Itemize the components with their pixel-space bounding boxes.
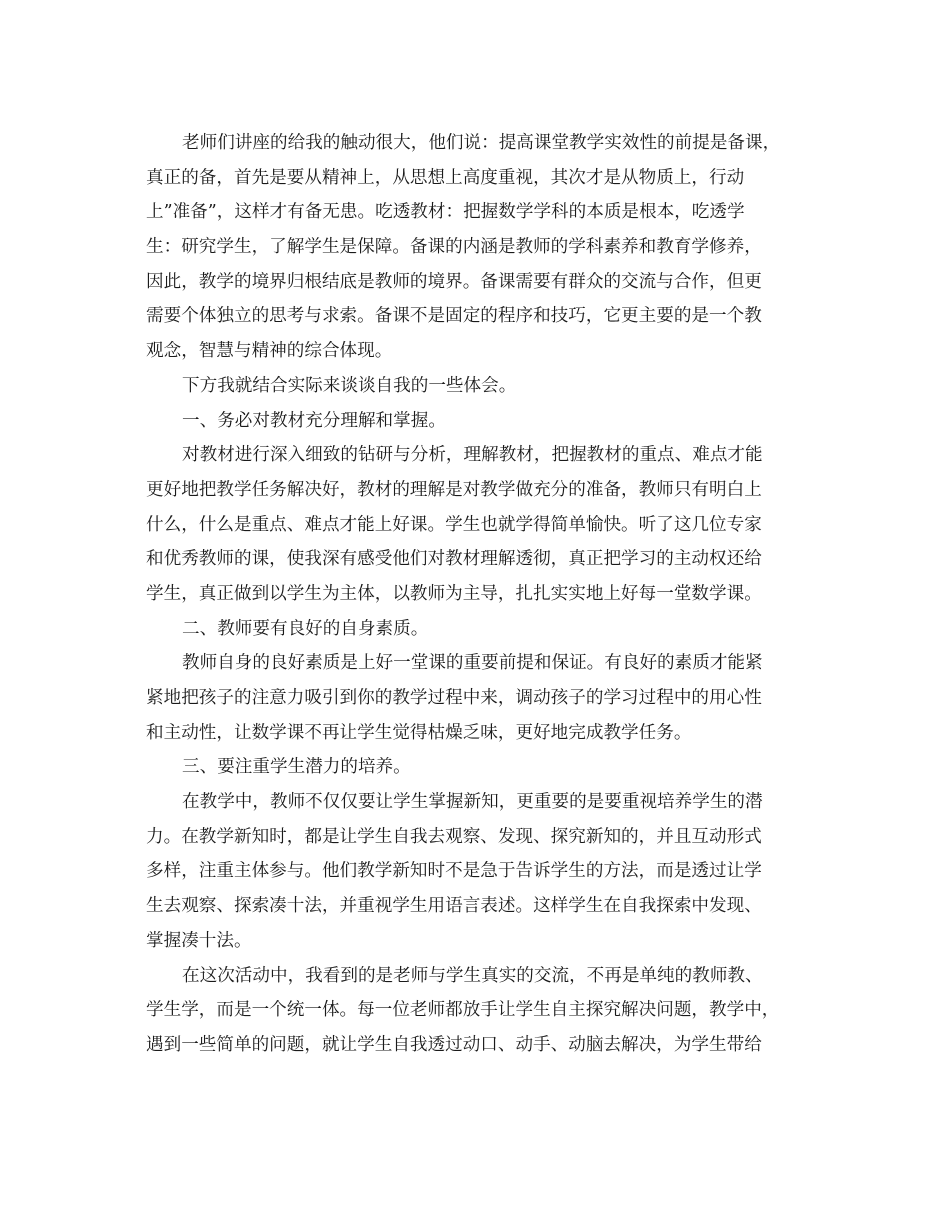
text-line: 上”准备”，这样才有备无患。吃透教材：把握数学学科的本质是根本，吃透学: [146, 202, 745, 223]
text-line: 紧地把孩子的注意力吸引到你的教学过程中来，调动孩子的学习过程中的用心性: [146, 688, 762, 708]
text-line: 多样，注重主体参与。他们教学新知时不是急于告诉学生的方法，而是透过让学: [146, 861, 762, 882]
text-line: 老师们讲座的给我的触动很大，他们说：提高课堂教学实效性的前提是备课，: [182, 133, 781, 153]
text-line: 需要个体独立的思考与求索。备课不是固定的程序和技巧，它更主要的是一个教: [146, 306, 762, 327]
text-line: 在这次活动中，我看到的是老师与学生真实的交流，不再是单纯的教师教、: [182, 965, 763, 986]
text-line: 观念，智慧与精神的综合体现。: [146, 341, 393, 362]
text-line: 力。在教学新知时，都是让学生自我去观察、发现、探究新知的，并且互动形式: [146, 826, 762, 847]
text-line: 三、要注重学生潜力的培养。: [182, 757, 411, 778]
text-line: 遇到一些简单的问题，就让学生自我透过动口、动手、动脑去解决，为学生带给: [146, 1034, 762, 1055]
text-line: 生：研究学生，了解学生是保障。备课的内涵是教师的学科素养和教育学修养，: [146, 237, 762, 258]
text-line: 学生，真正做到以学生为主体，以教师为主导，扎扎实实地上好每一堂数学课。: [146, 583, 762, 604]
text-line: 和主动性，让数学课不再让学生觉得枯燥乏味，更好地完成教学任务。: [146, 722, 692, 743]
text-line: 真正的备，首先是要从精神上，从思想上高度重视，其次才是从物质上，行动: [146, 167, 745, 188]
text-line: 一、务必对教材充分理解和掌握。: [182, 410, 446, 431]
text-line: 更好地把教学任务解决好，教材的理解是对教学做充分的准备，教师只有明白上: [146, 479, 762, 500]
text-line: 学生学，而是一个统一体。每一位老师都放手让学生自主探究解决问题，教学中，: [146, 1000, 780, 1021]
text-line: 掌握凑十法。: [146, 930, 252, 951]
text-line: 什么，什么是重点、难点才能上好课。学生也就学得简单愉快。听了这几位专家: [146, 514, 762, 535]
body-text: [146, 126, 806, 1063]
text-line: 教师自身的良好素质是上好一堂课的重要前提和保证。有良好的素质才能紧: [182, 653, 763, 674]
text-line: 和优秀教师的课，使我深有感受他们对教材理解透彻，真正把学习的主动权还给: [146, 549, 762, 570]
text-line: 二、教师要有良好的自身素质。: [182, 618, 429, 639]
text-line: 下方我就结合实际来谈谈自我的一些体会。: [182, 375, 517, 396]
text-line: 生去观察、探索凑十法，并重视学生用语言表述。这样学生在自我探索中发现、: [146, 896, 762, 917]
text-line: 对教材进行深入细致的钻研与分析，理解教材，把握教材的重点、难点才能: [182, 445, 763, 466]
text-line: 因此，教学的境界归根结底是教师的境界。备课需要有群众的交流与合作，但更: [146, 271, 762, 292]
text-line: 在教学中，教师不仅仅要让学生掌握新知，更重要的是要重视培养学生的潜: [182, 792, 763, 813]
